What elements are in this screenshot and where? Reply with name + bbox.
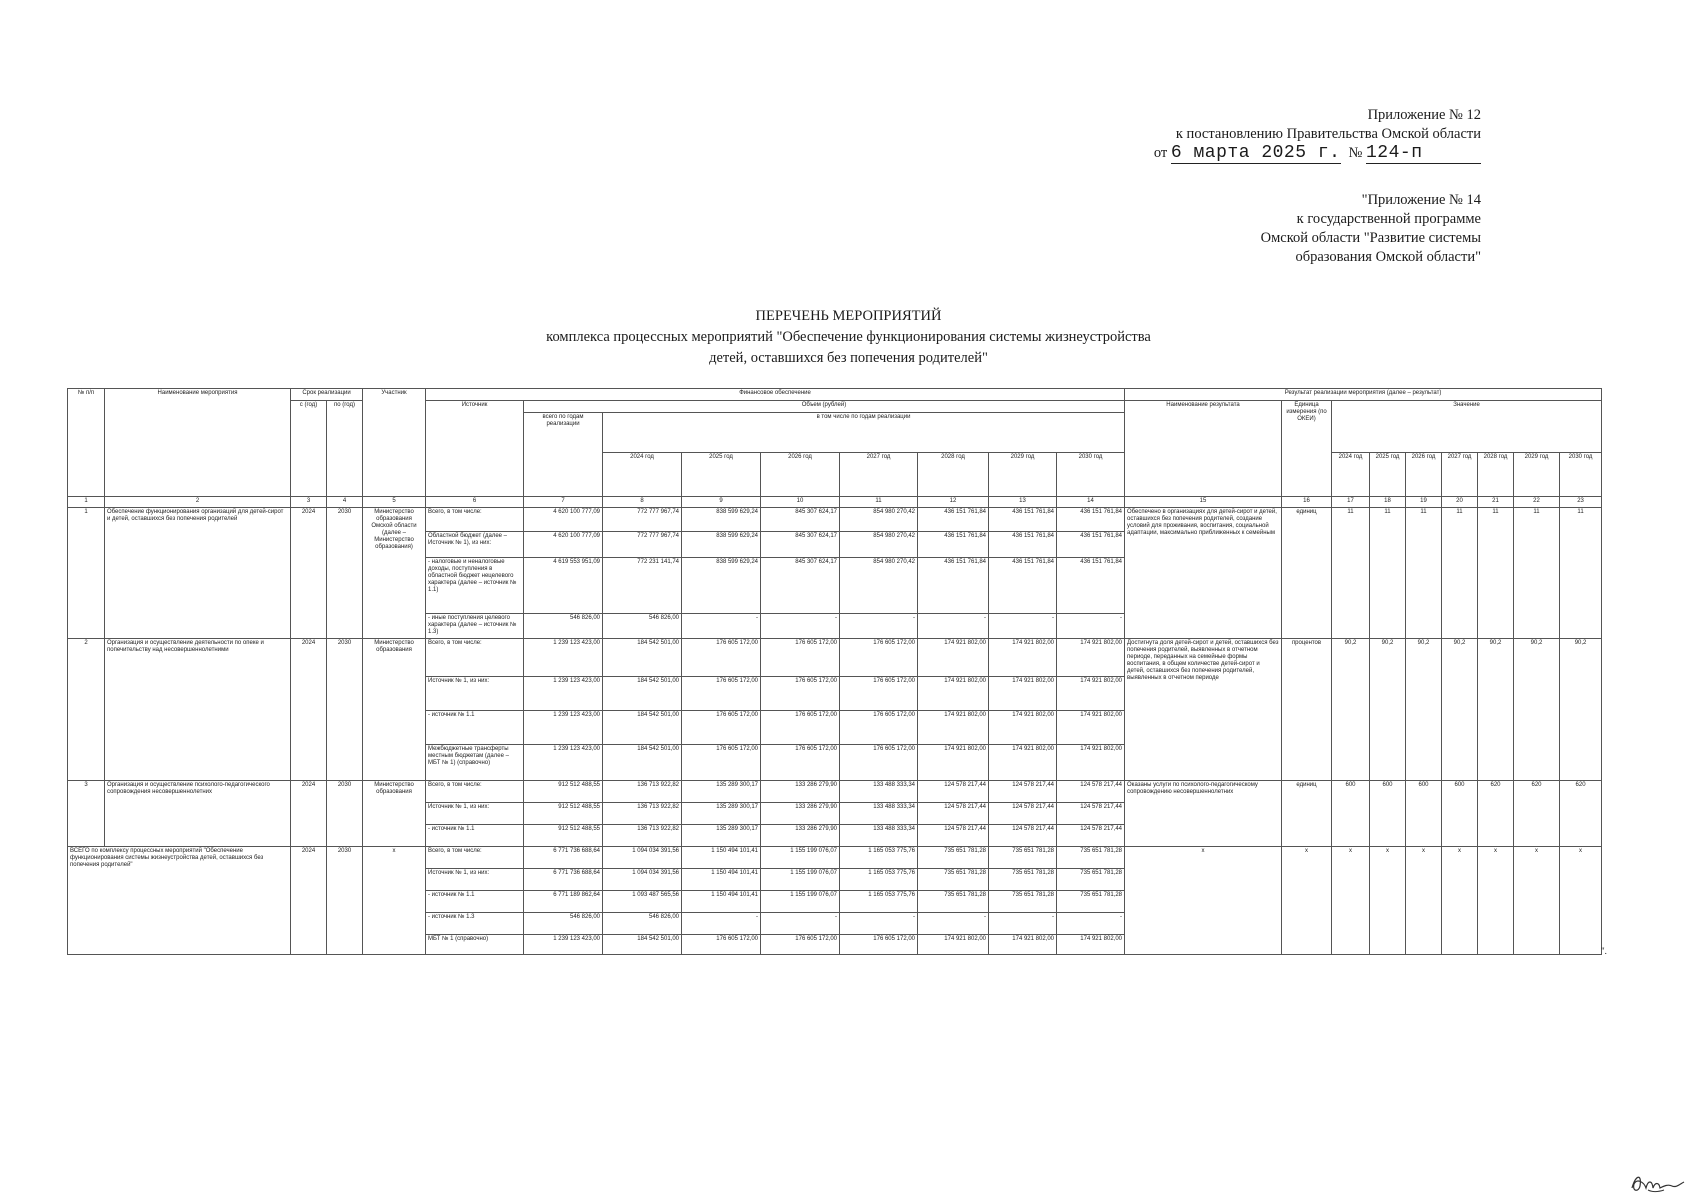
amount-year: 174 921 802,00 xyxy=(989,711,1057,745)
amount-total: 912 512 488,55 xyxy=(524,825,603,847)
result-value: 620 xyxy=(1478,781,1514,847)
amount-year: 176 605 172,00 xyxy=(761,935,840,955)
appendix14-label: "Приложение № 14 xyxy=(1361,192,1481,208)
measures-table xyxy=(67,388,1602,955)
amount-total: 4 620 100 777,09 xyxy=(524,532,603,558)
amount-year: 174 921 802,00 xyxy=(918,711,989,745)
amount-total: 1 239 123 423,00 xyxy=(524,639,603,677)
result-value: х xyxy=(1478,847,1514,955)
amount-year: 184 542 501,00 xyxy=(603,711,682,745)
period-from: 2024 xyxy=(291,781,327,847)
result-name: Достигнута доля детей-сирот и детей, оставшихся без попечения родителей, выявленных в отчетном периоде, переданных на семейные формы воспитания, в общем количестве детей-сирот и детей, оставшихся без попечения родителей, выявленных в отчетном периоде xyxy=(1125,639,1282,781)
head-year-financing: 2026 год xyxy=(761,453,840,497)
amount-year: 176 605 172,00 xyxy=(840,745,918,781)
amount-year: 546 826,00 xyxy=(603,913,682,935)
amount-year: 124 578 217,44 xyxy=(1057,825,1125,847)
amount-year: 176 605 172,00 xyxy=(840,711,918,745)
amount-year: 845 307 624,17 xyxy=(761,558,840,614)
amount-year: 133 286 279,90 xyxy=(761,825,840,847)
amount-year: - xyxy=(682,913,761,935)
financing-source: Всего, в том числе: xyxy=(426,639,524,677)
result-value: х xyxy=(1442,847,1478,955)
amount-year: 1 165 053 775,76 xyxy=(840,847,918,869)
result-value: 620 xyxy=(1514,781,1560,847)
amount-year: 133 286 279,90 xyxy=(761,781,840,803)
amount-year: 176 605 172,00 xyxy=(840,639,918,677)
financing-source: - налоговые и неналоговые доходы, поступления в областной бюджет нецелевого характера (далее – источник № 1.1) xyxy=(426,558,524,614)
column-number: 6 xyxy=(426,497,524,508)
result-value: 600 xyxy=(1442,781,1478,847)
result-value: 11 xyxy=(1514,508,1560,639)
column-number: 7 xyxy=(524,497,603,508)
number-prefix: № xyxy=(1348,145,1363,161)
head-year-financing: 2028 год xyxy=(918,453,989,497)
amount-year: 176 605 172,00 xyxy=(761,639,840,677)
head-year-value: 2028 год xyxy=(1478,453,1514,497)
amount-year: 136 713 922,82 xyxy=(603,803,682,825)
column-number: 16 xyxy=(1282,497,1332,508)
head-participant: Участник xyxy=(363,389,426,497)
result-name: х xyxy=(1125,847,1282,955)
amount-year: 135 289 300,17 xyxy=(682,781,761,803)
head-year-value: 2029 год xyxy=(1514,453,1560,497)
amount-year: 735 651 781,28 xyxy=(1057,847,1125,869)
participant: х xyxy=(363,847,426,955)
amount-year: 1 150 494 101,41 xyxy=(682,891,761,913)
financing-source: МБТ № 1 (справочно) xyxy=(426,935,524,955)
column-number: 20 xyxy=(1442,497,1478,508)
amount-total: 6 771 189 862,64 xyxy=(524,891,603,913)
amount-year: 1 094 034 391,56 xyxy=(603,869,682,891)
amount-year: 174 921 802,00 xyxy=(989,935,1057,955)
amount-year: 124 578 217,44 xyxy=(918,825,989,847)
column-number: 15 xyxy=(1125,497,1282,508)
result-value: 11 xyxy=(1442,508,1478,639)
result-value: 90,2 xyxy=(1514,639,1560,781)
amount-year: 133 488 333,34 xyxy=(840,825,918,847)
amount-year: 735 651 781,28 xyxy=(989,891,1057,913)
amount-year: 174 921 802,00 xyxy=(989,639,1057,677)
amount-year: 838 599 629,24 xyxy=(682,508,761,532)
column-number: 14 xyxy=(1057,497,1125,508)
financing-source: Всего, в том числе: xyxy=(426,847,524,869)
amount-year: 136 713 922,82 xyxy=(603,781,682,803)
head-result-name: Наименование результата xyxy=(1125,401,1282,497)
result-unit: х xyxy=(1282,847,1332,955)
financing-source: Источник № 1, из них: xyxy=(426,869,524,891)
column-number: 1 xyxy=(68,497,105,508)
amount-year: 436 151 761,84 xyxy=(918,532,989,558)
financing-source: Всего, в том числе: xyxy=(426,508,524,532)
amount-total: 4 620 100 777,09 xyxy=(524,508,603,532)
amount-year: - xyxy=(761,614,840,639)
financing-source: Всего, в том числе: xyxy=(426,781,524,803)
result-value: 90,2 xyxy=(1560,639,1602,781)
title-line1: ПЕРЕЧЕНЬ МЕРОПРИЯТИЙ xyxy=(755,308,942,324)
result-value: х xyxy=(1370,847,1406,955)
financing-source: Областной бюджет (далее – Источник № 1), из них: xyxy=(426,532,524,558)
amount-year: 735 651 781,28 xyxy=(918,869,989,891)
amount-year: 735 651 781,28 xyxy=(1057,891,1125,913)
amount-year: 735 651 781,28 xyxy=(989,869,1057,891)
result-value: 11 xyxy=(1560,508,1602,639)
amount-year: 735 651 781,28 xyxy=(918,891,989,913)
amount-year: - xyxy=(989,614,1057,639)
amount-year: 436 151 761,84 xyxy=(989,508,1057,532)
result-unit: единиц xyxy=(1282,781,1332,847)
result-value: 90,2 xyxy=(1406,639,1442,781)
title-line2: комплекса процессных мероприятий "Обеспечение функционирования системы жизнеустройства xyxy=(546,329,1151,345)
amount-year: - xyxy=(761,913,840,935)
amount-year: 1 094 034 391,56 xyxy=(603,847,682,869)
amount-year: 838 599 629,24 xyxy=(682,558,761,614)
amount-year: 124 578 217,44 xyxy=(989,825,1057,847)
head-by-year: в том числе по годам реализации xyxy=(603,413,1125,453)
head-from: с (год) xyxy=(291,401,327,497)
result-unit: процентов xyxy=(1282,639,1332,781)
amount-total: 4 619 553 951,09 xyxy=(524,558,603,614)
amount-total: 546 826,00 xyxy=(524,913,603,935)
amount-year: 184 542 501,00 xyxy=(603,639,682,677)
amount-year: 176 605 172,00 xyxy=(840,935,918,955)
amount-year: 133 488 333,34 xyxy=(840,781,918,803)
closing-quote: ". xyxy=(1601,946,1607,956)
column-number: 17 xyxy=(1332,497,1370,508)
row-number: 1 xyxy=(68,508,105,639)
amount-year: 174 921 802,00 xyxy=(1057,935,1125,955)
head-source: Источник xyxy=(426,401,524,497)
financing-source: - источник № 1.1 xyxy=(426,825,524,847)
row-number: 2 xyxy=(68,639,105,781)
result-value: 11 xyxy=(1478,508,1514,639)
amount-year: 174 921 802,00 xyxy=(989,745,1057,781)
head-name: Наименование мероприятия xyxy=(105,389,291,497)
amount-year: - xyxy=(989,913,1057,935)
amount-year: 133 488 333,34 xyxy=(840,803,918,825)
result-value: х xyxy=(1560,847,1602,955)
amount-year: - xyxy=(918,614,989,639)
amount-year: 735 651 781,28 xyxy=(989,847,1057,869)
financing-source: Источник № 1, из них: xyxy=(426,803,524,825)
result-value: 90,2 xyxy=(1332,639,1370,781)
financing-source: Межбюджетные трансферты местным бюджетам (далее – МБТ № 1) (справочно) xyxy=(426,745,524,781)
participant: Министерство образования xyxy=(363,639,426,781)
head-year-value: 2024 год xyxy=(1332,453,1370,497)
amount-year: 174 921 802,00 xyxy=(918,745,989,781)
amount-year: 546 826,00 xyxy=(603,614,682,639)
appendix-header xyxy=(1154,106,1481,164)
amount-year: 1 150 494 101,41 xyxy=(682,847,761,869)
amount-year: 1 165 053 775,76 xyxy=(840,891,918,913)
amount-total: 912 512 488,55 xyxy=(524,803,603,825)
amount-year: 735 651 781,28 xyxy=(1057,869,1125,891)
head-financing: Финансовое обеспечение xyxy=(426,389,1125,401)
program-line2: Омской области "Развитие системы xyxy=(1260,230,1481,246)
amount-year: 176 605 172,00 xyxy=(761,677,840,711)
head-year-financing: 2030 год xyxy=(1057,453,1125,497)
amount-year: 174 921 802,00 xyxy=(1057,639,1125,677)
amount-year: 838 599 629,24 xyxy=(682,532,761,558)
amount-total: 1 239 123 423,00 xyxy=(524,935,603,955)
amount-year: 176 605 172,00 xyxy=(761,745,840,781)
head-year-financing: 2025 год xyxy=(682,453,761,497)
amount-year: 136 713 922,82 xyxy=(603,825,682,847)
handwritten-signature xyxy=(1628,1170,1688,1196)
period-from: 2024 xyxy=(291,508,327,639)
column-number: 3 xyxy=(291,497,327,508)
head-num: № п/п xyxy=(68,389,105,497)
amount-year: 436 151 761,84 xyxy=(1057,558,1125,614)
amount-year: 1 155 199 076,07 xyxy=(761,847,840,869)
result-value: 600 xyxy=(1370,781,1406,847)
financing-source: Источник № 1, из них: xyxy=(426,677,524,711)
table-row-total xyxy=(68,847,1602,869)
amount-year: 174 921 802,00 xyxy=(1057,745,1125,781)
program-line1: к государственной программе xyxy=(1296,211,1481,227)
amount-year: - xyxy=(1057,614,1125,639)
amount-year: 735 651 781,28 xyxy=(918,847,989,869)
amount-year: - xyxy=(682,614,761,639)
result-value: 600 xyxy=(1406,781,1442,847)
program-line3: образования Омской области" xyxy=(1295,249,1481,265)
column-number: 23 xyxy=(1560,497,1602,508)
date-prefix: от xyxy=(1153,145,1168,161)
head-value: Значение xyxy=(1332,401,1602,453)
program-header xyxy=(1261,191,1481,267)
head-volume: Объем (рублей) xyxy=(524,401,1125,413)
amount-year: 174 921 802,00 xyxy=(918,639,989,677)
title-line3: детей, оставшихся без попечения родителей" xyxy=(709,350,988,366)
column-number: 8 xyxy=(603,497,682,508)
table-row xyxy=(68,508,1602,532)
head-year-financing: 2027 год xyxy=(840,453,918,497)
amount-year: 1 155 199 076,07 xyxy=(761,891,840,913)
amount-year: 854 980 270,42 xyxy=(840,558,918,614)
result-value: 11 xyxy=(1332,508,1370,639)
amount-year: 176 605 172,00 xyxy=(840,677,918,711)
amount-year: 174 921 802,00 xyxy=(1057,677,1125,711)
amount-total: 6 771 736 688,64 xyxy=(524,869,603,891)
amount-year: 174 921 802,00 xyxy=(1057,711,1125,745)
result-value: 90,2 xyxy=(1442,639,1478,781)
amount-year: 1 165 053 775,76 xyxy=(840,869,918,891)
head-year-value: 2025 год xyxy=(1370,453,1406,497)
head-year-value: 2030 год xyxy=(1560,453,1602,497)
number-value: 124-п xyxy=(1366,144,1481,164)
amount-total: 1 239 123 423,00 xyxy=(524,677,603,711)
amount-year: 436 151 761,84 xyxy=(1057,532,1125,558)
result-value: х xyxy=(1514,847,1560,955)
amount-year: 436 151 761,84 xyxy=(989,558,1057,614)
column-number: 12 xyxy=(918,497,989,508)
amount-year: 124 578 217,44 xyxy=(989,781,1057,803)
amount-year: 124 578 217,44 xyxy=(918,781,989,803)
document-title xyxy=(0,306,1697,369)
column-number: 19 xyxy=(1406,497,1442,508)
amount-year: 772 777 967,74 xyxy=(603,508,682,532)
period-to: 2030 xyxy=(327,847,363,955)
head-to: по (год) xyxy=(327,401,363,497)
amount-year: 436 151 761,84 xyxy=(1057,508,1125,532)
resolution-reference: к постановлению Правительства Омской области xyxy=(1175,126,1481,142)
amount-total: 6 771 736 688,64 xyxy=(524,847,603,869)
amount-year: 174 921 802,00 xyxy=(918,677,989,711)
table-row xyxy=(68,781,1602,803)
result-value: х xyxy=(1332,847,1370,955)
amount-year: 176 605 172,00 xyxy=(682,745,761,781)
result-unit: единиц xyxy=(1282,508,1332,639)
participant: Министерство образования Омской области (далее – Министерство образования) xyxy=(363,508,426,639)
column-number: 22 xyxy=(1514,497,1560,508)
amount-year: 135 289 300,17 xyxy=(682,803,761,825)
column-number: 4 xyxy=(327,497,363,508)
amount-year: 124 578 217,44 xyxy=(989,803,1057,825)
amount-year: 184 542 501,00 xyxy=(603,745,682,781)
amount-year: - xyxy=(840,614,918,639)
period-to: 2030 xyxy=(327,781,363,847)
amount-year: 436 151 761,84 xyxy=(918,558,989,614)
column-number: 11 xyxy=(840,497,918,508)
date-value: 6 марта 2025 г. xyxy=(1170,143,1341,163)
amount-year: 436 151 761,84 xyxy=(989,532,1057,558)
column-number: 21 xyxy=(1478,497,1514,508)
amount-year: 772 231 141,74 xyxy=(603,558,682,614)
head-period: Срок реализации xyxy=(291,389,363,401)
amount-year: 176 605 172,00 xyxy=(682,639,761,677)
amount-year: 176 605 172,00 xyxy=(682,935,761,955)
amount-year: 124 578 217,44 xyxy=(918,803,989,825)
amount-total: 912 512 488,55 xyxy=(524,781,603,803)
amount-year: 1 093 487 565,56 xyxy=(603,891,682,913)
column-number: 18 xyxy=(1370,497,1406,508)
amount-year: - xyxy=(1057,913,1125,935)
head-result: Результат реализации мероприятия (далее – результат) xyxy=(1125,389,1602,401)
amount-total: 1 239 123 423,00 xyxy=(524,711,603,745)
table-row xyxy=(68,639,1602,677)
amount-year: 845 307 624,17 xyxy=(761,508,840,532)
head-year-financing: 2024 год xyxy=(603,453,682,497)
amount-year: 845 307 624,17 xyxy=(761,532,840,558)
amount-year: 176 605 172,00 xyxy=(682,711,761,745)
column-number: 13 xyxy=(989,497,1057,508)
column-number: 9 xyxy=(682,497,761,508)
amount-year: - xyxy=(918,913,989,935)
amount-year: 124 578 217,44 xyxy=(1057,803,1125,825)
measure-name: Организация и осуществление психолого-педагогического сопровождения несовершеннолетних xyxy=(105,781,291,847)
row-number: 3 xyxy=(68,781,105,847)
period-to: 2030 xyxy=(327,639,363,781)
period-from: 2024 xyxy=(291,639,327,781)
amount-year: 124 578 217,44 xyxy=(1057,781,1125,803)
head-total: всего по годам реализации xyxy=(524,413,603,497)
amount-year: 135 289 300,17 xyxy=(682,825,761,847)
amount-year: 854 980 270,42 xyxy=(840,508,918,532)
amount-year: 174 921 802,00 xyxy=(989,677,1057,711)
result-name: Оказаны услуги по психолого-педагогическому сопровождению несовершеннолетних xyxy=(1125,781,1282,847)
amount-year: 176 605 172,00 xyxy=(761,711,840,745)
appendix-number: Приложение № 12 xyxy=(1367,107,1481,123)
amount-year: - xyxy=(840,913,918,935)
amount-year: 184 542 501,00 xyxy=(603,935,682,955)
amount-year: 436 151 761,84 xyxy=(918,508,989,532)
result-value: 11 xyxy=(1370,508,1406,639)
amount-year: 133 286 279,90 xyxy=(761,803,840,825)
column-number: 10 xyxy=(761,497,840,508)
column-number: 2 xyxy=(105,497,291,508)
measure-name: Обеспечение функционирования организаций для детей-сирот и детей, оставшихся без попечения родителей xyxy=(105,508,291,639)
amount-year: 176 605 172,00 xyxy=(682,677,761,711)
result-value: 90,2 xyxy=(1370,639,1406,781)
measures-table-wrapper xyxy=(67,388,1595,955)
amount-total: 546 826,00 xyxy=(524,614,603,639)
amount-year: 1 155 199 076,07 xyxy=(761,869,840,891)
amount-year: 184 542 501,00 xyxy=(603,677,682,711)
result-name: Обеспечено в организациях для детей-сирот и детей, оставшихся без попечения родителей, создание условий для проживания, воспитания, социальной адаптации, максимально приближенных к семейным xyxy=(1125,508,1282,639)
result-value: 600 xyxy=(1332,781,1370,847)
result-value: х xyxy=(1406,847,1442,955)
amount-year: 772 777 967,74 xyxy=(603,532,682,558)
result-value: 11 xyxy=(1406,508,1442,639)
head-unit: Единица измерения (по ОКЕИ) xyxy=(1282,401,1332,497)
amount-total: 1 239 123 423,00 xyxy=(524,745,603,781)
total-name: ВСЕГО по комплексу процессных мероприятий "Обеспечение функционирования системы жизнеустройства детей, оставшихся без попечения родителей" xyxy=(68,847,291,955)
result-value: 620 xyxy=(1560,781,1602,847)
head-year-value: 2026 год xyxy=(1406,453,1442,497)
amount-year: 1 150 494 101,41 xyxy=(682,869,761,891)
amount-year: 854 980 270,42 xyxy=(840,532,918,558)
period-to: 2030 xyxy=(327,508,363,639)
period-from: 2024 xyxy=(291,847,327,955)
financing-source: - источник № 1.3 xyxy=(426,913,524,935)
head-year-financing: 2029 год xyxy=(989,453,1057,497)
head-year-value: 2027 год xyxy=(1442,453,1478,497)
column-number: 5 xyxy=(363,497,426,508)
amount-year: 174 921 802,00 xyxy=(918,935,989,955)
participant: Министерство образования xyxy=(363,781,426,847)
resolution-date-line xyxy=(1154,144,1481,164)
financing-source: - источник № 1.1 xyxy=(426,711,524,745)
financing-source: - иные поступления целевого характера (далее – источник № 1.3) xyxy=(426,614,524,639)
measure-name: Организация и осуществление деятельности по опеке и попечительству над несовершеннолетними xyxy=(105,639,291,781)
result-value: 90,2 xyxy=(1478,639,1514,781)
financing-source: - источник № 1.1 xyxy=(426,891,524,913)
